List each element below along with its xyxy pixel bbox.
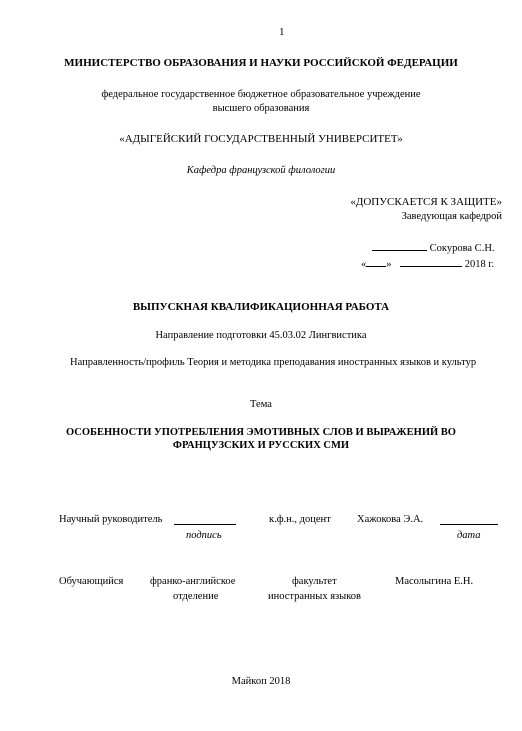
work-type: ВЫПУСКНАЯ КВАЛИФИКАЦИОННАЯ РАБОТА [132,301,390,313]
date-open-quote: « [361,259,367,270]
institution-type-line1: федеральное государственное бюджетное образовательное учреждение [101,89,421,100]
department-name: Кафедра французской филологии [186,165,336,176]
head-signature-line [372,240,495,254]
topic-line2: ФРАНЦУЗСКИХ И РУССКИХ СМИ [172,440,350,451]
head-of-department-title: Заведующая кафедрой [401,211,502,222]
head-of-department-name: Сокурова С.Н. [429,243,495,254]
signature-underline [372,240,427,251]
page-number: 1 [279,26,285,38]
supervisor-degree: к.ф.н., доцент [269,514,331,525]
university-name: «АДЫГЕЙСКИЙ ГОСУДАРСТВЕННЫЙ УНИВЕРСИТЕТ» [119,133,403,145]
profile: Направленность/профиль Теория и методика преподавания иностранных языков и культур [70,357,477,368]
signature-caption: подпись [186,530,222,541]
supervisor-label: Научный руководитель [59,514,163,525]
supervisor-signature-line [174,514,236,525]
student-faculty-line1: факультет [292,576,337,587]
topic-label: Тема [250,399,272,410]
month-underline [400,256,462,267]
institution-type-line2: высшего образования [212,103,310,114]
student-name: Масолыгина Е.Н. [395,576,474,587]
date-close-quote: » [386,259,392,270]
approval-stamp: «ДОПУСКАЕТСЯ К ЗАЩИТЕ» [350,196,502,208]
footer-city-year: Майкоп 2018 [231,676,291,687]
day-underline [366,256,386,267]
supervisor-name: Хажокова Э.А. [357,514,424,525]
student-department-line2: отделение [173,591,219,602]
student-faculty-line2: иностранных языков [268,591,362,602]
approval-date-line [361,256,494,270]
topic-line1: ОСОБЕННОСТИ УПОТРЕБЛЕНИЯ ЭМОТИВНЫХ СЛОВ И ВЫРАЖЕНИЙ ВО [66,427,456,438]
date-caption: дата [457,530,481,541]
direction: Направление подготовки 45.03.02 Лингвистика [155,330,367,341]
date-year: 2018 г. [464,259,495,270]
ministry-heading: МИНИСТЕРСТВО ОБРАЗОВАНИЯ И НАУКИ РОССИЙСКОЙ ФЕДЕРАЦИИ [64,57,458,69]
student-department-line1: франко-английское [150,576,236,587]
student-label: Обучающийся [59,576,124,587]
supervisor-date-line [440,514,498,525]
